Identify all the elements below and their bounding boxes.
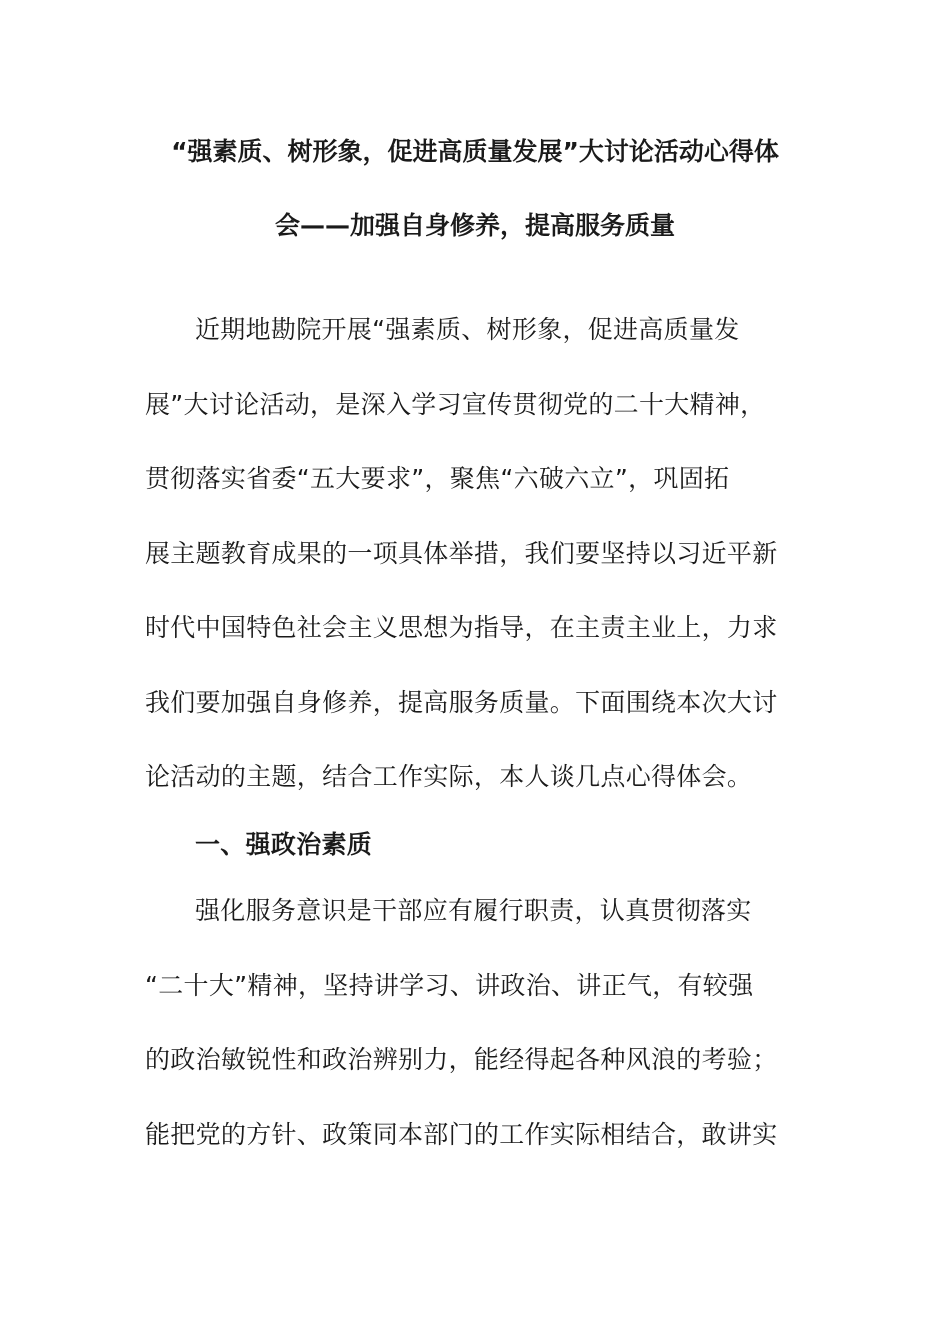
paragraph-1-line-1: 近期地勘院开展“强素质、树形象，促进高质量发: [195, 315, 740, 344]
paragraph-1-line-5: 时代中国特色社会主义思想为指导，在主责主业上，力求: [145, 613, 778, 642]
paragraph-1-line-7: 论活动的主题，结合工作实际，本人谈几点心得体会。: [145, 762, 753, 791]
paragraph-2-line-1: 强化服务意识是干部应有履行职责，认真贯彻落实: [195, 896, 752, 925]
document-title-line-2: 会——加强自身修养，提高服务质量: [274, 211, 675, 240]
paragraph-1-line-4: 展主题教育成果的一项具体举措，我们要坚持以习近平新: [145, 539, 778, 568]
paragraph-1-line-2: 展”大讨论活动，是深入学习宣传贯彻党的二十大精神，: [145, 390, 766, 419]
section-heading-1: 一、强政治素质: [195, 830, 373, 859]
paragraph-2-line-3: 的政治敏锐性和政治辨别力，能经得起各种风浪的考验；: [145, 1045, 778, 1074]
paragraph-2-line-2: “二十大”精神，坚持讲学习、讲政治、讲正气，有较强: [145, 971, 754, 1000]
document-title-line-1: “强素质、树形象，促进高质量发展”大讨论活动心得体: [171, 137, 779, 166]
paragraph-1-line-3: 贯彻落实省委“五大要求”，聚焦“六破六立”，巩固拓: [145, 464, 730, 493]
paragraph-1-line-6: 我们要加强自身修养，提高服务质量。下面围绕本次大讨: [145, 688, 778, 717]
paragraph-2-line-4: 能把党的方针、政策同本部门的工作实际相结合，敢讲实: [145, 1120, 778, 1149]
